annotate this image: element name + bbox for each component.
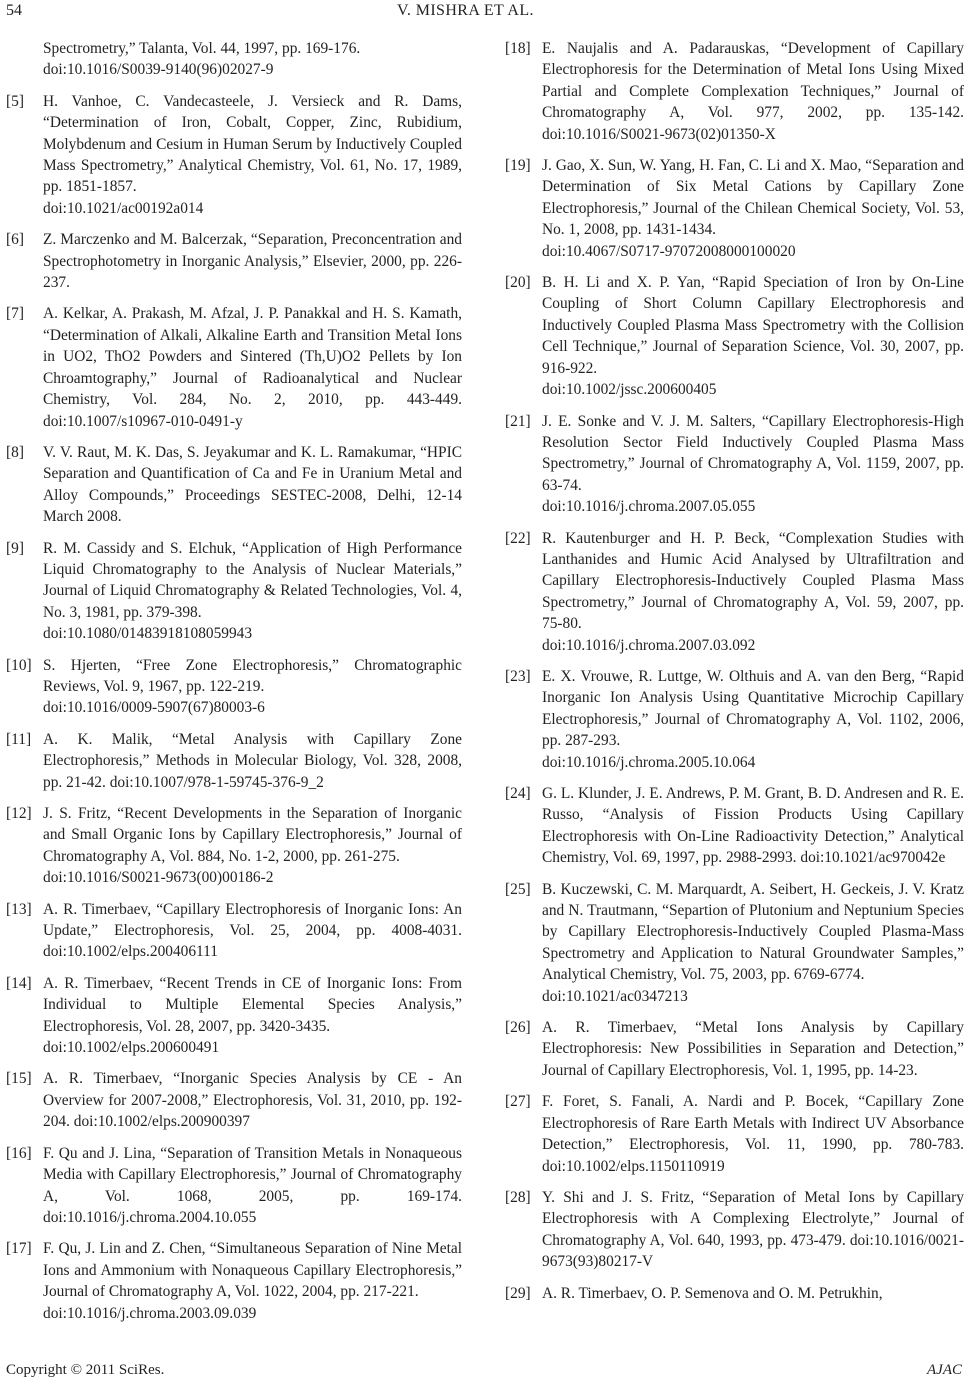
reference-number: [24] bbox=[505, 785, 531, 802]
reference-number: [9] bbox=[6, 539, 24, 557]
reference-text: R. Kautenburger and H. P. Beck, “Complexation Studies with Lanthanides and Humic Acid Analysed by Ultrafiltration and Capillary Electrophoresis-Inductively Coupled Plasma Mass Spectrometry,” Journal of Chromatography A, Vol. 59, 2007, pp. 75-80. bbox=[542, 529, 964, 633]
reference-number: [13] bbox=[6, 900, 32, 918]
reference-text: B. Kuczewski, C. M. Marquardt, A. Seibert, H. Geckeis, J. V. Kratz and N. Trautmann, “Separtion of Plutonium and Neptunium Species by Capillary Electrophoresis-Inductively Coupled Plasma-Mass Spectrometry and Application to Natural Groundwater Samples,” Analytical Chemistry, Vol. 75, 2003, pp. 6769-6774. bbox=[542, 880, 964, 984]
reference-number: [27] bbox=[505, 1093, 531, 1111]
reference-item bbox=[505, 1187, 964, 1273]
reference-item bbox=[6, 1143, 462, 1229]
reference-text: A. R. Timerbaev, O. P. Semenova and O. M. Petrukhin, bbox=[542, 1284, 883, 1302]
reference-item bbox=[505, 1017, 964, 1081]
reference-number: [10] bbox=[6, 656, 32, 674]
reference-number: [12] bbox=[6, 805, 32, 822]
reference-item bbox=[6, 538, 462, 645]
reference-item bbox=[505, 1091, 964, 1177]
reference-text: J. S. Fritz, “Recent Developments in the Separation of Inorganic and Small Organic Ions by Capillary Electrophoresis,” Journal of Chromatography A, Vol. 884, No. 1-2, 2000, pp. 261-275. bbox=[43, 805, 462, 865]
reference-item bbox=[505, 272, 964, 400]
reference-number: [23] bbox=[505, 667, 531, 685]
reference-number: [18] bbox=[505, 40, 531, 57]
reference-doi: doi:10.1016/S0021-9673(00)00186-2 bbox=[43, 869, 274, 887]
reference-number: [22] bbox=[505, 529, 531, 547]
reference-number: [14] bbox=[6, 974, 32, 992]
reference-doi: doi:10.1021/ac0347213 bbox=[542, 987, 688, 1005]
reference-number: [16] bbox=[6, 1144, 32, 1162]
reference-text: A. R. Timerbaev, “Recent Trends in CE of Inorganic Ions: From Individual to Multiple Elemental Species Analysis,” Electrophoresis, Vol. 28, 2007, pp. 3420-3435. bbox=[43, 974, 462, 1035]
reference-doi: doi:10.1021/ac00192a014 bbox=[43, 199, 204, 217]
reference-number: [20] bbox=[505, 274, 531, 292]
reference-number: [28] bbox=[505, 1188, 531, 1206]
reference-number: [15] bbox=[6, 1070, 32, 1088]
reference-text: R. M. Cassidy and S. Elchuk, “Application of High Performance Liquid Chromatography to the Analysis of Nuclear Materials,” Journal of Liquid Chromatography & Related Technologies, Vol. 4, No. 3, 1981, pp. 379-398. bbox=[43, 539, 462, 621]
reference-number: [17] bbox=[6, 1240, 32, 1258]
reference-doi: doi:10.1002/elps.200600491 bbox=[43, 1039, 220, 1057]
reference-item bbox=[505, 155, 964, 262]
reference-text: J. E. Sonke and V. J. M. Salters, “Capillary Electrophoresis-High Resolution Sector Field Inductively Coupled Plasma Mass Spectrometry,” Journal of Chromatography A, Vol. 1159, 2007, pp. 63-74. bbox=[542, 412, 964, 494]
running-title: V. MISHRA ET AL. bbox=[397, 2, 534, 19]
right-reference-list bbox=[505, 38, 964, 1304]
reference-item bbox=[505, 879, 964, 1007]
reference-text: V. V. Raut, M. K. Das, S. Jeyakumar and K. L. Ramakumar, “HPIC Separation and Quantification of Ca and Fe in Uranium Metal and Alloy Compounds,” Proceedings SESTEC-2008, Delhi, 12-14 March 2008. bbox=[43, 443, 462, 526]
reference-doi: doi:10.1016/j.chroma.2007.03.092 bbox=[542, 636, 756, 654]
reference-doi: doi:10.1002/jssc.200600405 bbox=[542, 381, 717, 399]
reference-number: [19] bbox=[505, 157, 531, 175]
reference-item bbox=[505, 1283, 964, 1304]
reference-number: [26] bbox=[505, 1019, 531, 1037]
reference-text: A. R. Timerbaev, “Metal Ions Analysis by Capillary Electrophoresis: New Possibilities in Separation and Detection,” Journal of Capillary Electrophoresis, Vol. 1, 1995, pp. 14-23. bbox=[542, 1019, 964, 1079]
reference-item bbox=[6, 303, 462, 431]
reference-number: [25] bbox=[505, 880, 531, 898]
reference-text: B. H. Li and X. P. Yan, “Rapid Speciation of Iron by On-Line Coupling of Short Column Capillary Electrophoresis and Inductively Coupled Plasma Mass Spectrometry with the Collision Cell Technique,” Journal of Separation Science, Vol. 30, 2007, pp. 916-922. bbox=[542, 274, 964, 377]
reference-item bbox=[6, 1238, 462, 1324]
reference-doi: doi:10.1080/01483918108059943 bbox=[43, 625, 253, 643]
reference-number: [7] bbox=[6, 305, 24, 323]
reference-doi: doi:10.4067/S0717-97072008000100020 bbox=[542, 242, 796, 260]
reference-text: F. Qu, J. Lin and Z. Chen, “Simultaneous Separation of Nine Metal Ions and Ammonium with Nonaqueous Capillary Electrophoresis,” Journal of Chromatography A, Vol. 1022, 2004, pp. 217-221. bbox=[43, 1240, 462, 1301]
reference-text: G. L. Klunder, J. E. Andrews, P. M. Grant, B. D. Andresen and R. E. Russo, “Analysis of Fission Products Using Capillary Electrophoresis with On-Line Radioactivity Detection,” Analytical Chemistry, Vol. 69, 1997, pp. 2988-2993. doi:10.1021/ac970042e bbox=[542, 785, 964, 867]
right-column bbox=[505, 38, 964, 1314]
left-column bbox=[6, 38, 462, 1334]
reference-number: [6] bbox=[6, 231, 24, 249]
reference-item bbox=[6, 729, 462, 793]
reference-text: A. K. Malik, “Metal Analysis with Capillary Zone Electrophoresis,” Methods in Molecular Biology, Vol. 328, 2008, pp. 21-42. doi:10.1007/978-1-59745-376-9_2 bbox=[43, 730, 462, 791]
reference-item bbox=[6, 1068, 462, 1132]
reference-item bbox=[6, 803, 462, 889]
reference-item bbox=[6, 91, 462, 219]
reference-text: H. Vanhoe, C. Vandecasteele, J. Versieck and R. Dams, “Determination of Iron, Cobalt, Copper, Zinc, Rubidium, Molybdenum and Cesium in Human Serum by Inductively Coupled Mass Spectrometry,” Analytical Chemistry, Vol. 61, No. 17, 1989, pp. 1851-1857. bbox=[43, 92, 462, 196]
reference-text: A. R. Timerbaev, “Inorganic Species Analysis by CE - An Overview for 2007-2008,” Electrophoresis, Vol. 31, 2010, pp. 192-204. doi:10.1002/elps.200900397 bbox=[43, 1070, 462, 1131]
reference-item bbox=[6, 655, 462, 719]
reference-item bbox=[6, 899, 462, 963]
reference-text: E. Naujalis and A. Padarauskas, “Development of Capillary Electrophoresis for the Determination of Metal Ions Using Mixed Partial and Complete Complexation Techniques,” Journal of Chromatography A, Vol. 977, 2002, pp. 135-142. doi:10.1016/S0021-9673(02)01350-X bbox=[542, 40, 964, 143]
continued-reference-doi: doi:10.1016/S0039-9140(96)02027-9 bbox=[43, 61, 274, 79]
reference-item bbox=[6, 442, 462, 528]
reference-text: E. X. Vrouwe, R. Luttge, W. Olthuis and A. van den Berg, “Rapid Inorganic Ion Analysis Using Quantitative Microchip Capillary Electrophoresis,” Journal of Chromatography A, Vol. 1102, 2006, pp. 287-293. bbox=[542, 667, 964, 750]
reference-number: [11] bbox=[6, 730, 32, 748]
continued-reference-text: Spectrometry,” Talanta, Vol. 44, 1997, pp. 169-176. bbox=[43, 40, 361, 57]
reference-item bbox=[505, 666, 964, 773]
reference-number: [29] bbox=[505, 1284, 531, 1302]
reference-number: [21] bbox=[505, 412, 531, 430]
reference-text: A. Kelkar, A. Prakash, M. Afzal, J. P. Panakkal and H. S. Kamath, “Determination of Alkali, Alkaline Earth and Transition Metal Ions in UO2, ThO2 Powders and Sintered (Th,U)O2 Pellets by Ion Chroamtography,” Journal of Radioanalytical and Nuclear Chemistry, Vol. 284, No. 2, 2010, pp. 443-449. doi:10.1007/s10967-010-0491-y bbox=[43, 305, 462, 430]
reference-number: [5] bbox=[6, 92, 24, 110]
reference-text: A. R. Timerbaev, “Capillary Electrophoresis of Inorganic Ions: An Update,” Electrophoresis, Vol. 25, 2004, pp. 4008-4031. doi:10.1002/elps.200406111 bbox=[43, 900, 462, 961]
reference-item bbox=[6, 973, 462, 1059]
reference-doi: doi:10.1016/j.chroma.2003.09.039 bbox=[43, 1304, 257, 1322]
left-reference-list bbox=[6, 91, 462, 1324]
page-number: 54 bbox=[6, 2, 22, 19]
reference-item bbox=[6, 229, 462, 293]
reference-text: S. Hjerten, “Free Zone Electrophoresis,” Chromatographic Reviews, Vol. 9, 1967, pp. 122-219. bbox=[43, 656, 462, 695]
reference-item bbox=[505, 783, 964, 869]
reference-number: [8] bbox=[6, 443, 24, 461]
footer-journal: AJAC bbox=[927, 1362, 962, 1378]
reference-doi: doi:10.1016/0009-5907(67)80003-6 bbox=[43, 699, 265, 717]
reference-text: J. Gao, X. Sun, W. Yang, H. Fan, C. Li and X. Mao, “Separation and Determination of Six Metal Cations by Capillary Zone Electrophoresis,” Journal of the Chilean Chemical Society, Vol. 53, No. 1, 2008, pp. 1431-1434. bbox=[542, 157, 964, 239]
continued-reference bbox=[6, 38, 462, 81]
reference-doi: doi:10.1016/j.chroma.2007.05.055 bbox=[542, 498, 756, 516]
reference-item bbox=[505, 38, 964, 145]
reference-item bbox=[505, 411, 964, 518]
reference-text: F. Qu and J. Lina, “Separation of Transition Metals in Nonaqueous Media with Capillary Electrophoresis,” Journal of Chromatography A, Vol. 1068, 2005, pp. 169-174. doi:10.1016/j.chroma.2004.10.055 bbox=[43, 1144, 462, 1226]
reference-doi: doi:10.1016/j.chroma.2005.10.064 bbox=[542, 753, 756, 771]
reference-item bbox=[505, 528, 964, 656]
reference-text: F. Foret, S. Fanali, A. Nardi and P. Bocek, “Capillary Zone Electrophoresis of Rare Earth Metals with Indirect UV Absorbance Detection,” Electrophoresis, Vol. 11, 1990, pp. 780-783. doi:10.1002/elps.1150110919 bbox=[542, 1093, 964, 1175]
footer-copyright: Copyright © 2011 SciRes. bbox=[6, 1362, 165, 1378]
reference-text: Y. Shi and J. S. Fritz, “Separation of Metal Ions by Capillary Electrophoresis with A Complexing Electrolyte,” Journal of Chromatography A, Vol. 640, 1993, pp. 473-479. doi:10.1016/0021-9673(93)80217-V bbox=[542, 1188, 964, 1271]
reference-text: Z. Marczenko and M. Balcerzak, “Separation, Preconcentration and Spectrophotometry in Inorganic Analysis,” Elsevier, 2000, pp. 226-237. bbox=[43, 231, 462, 292]
